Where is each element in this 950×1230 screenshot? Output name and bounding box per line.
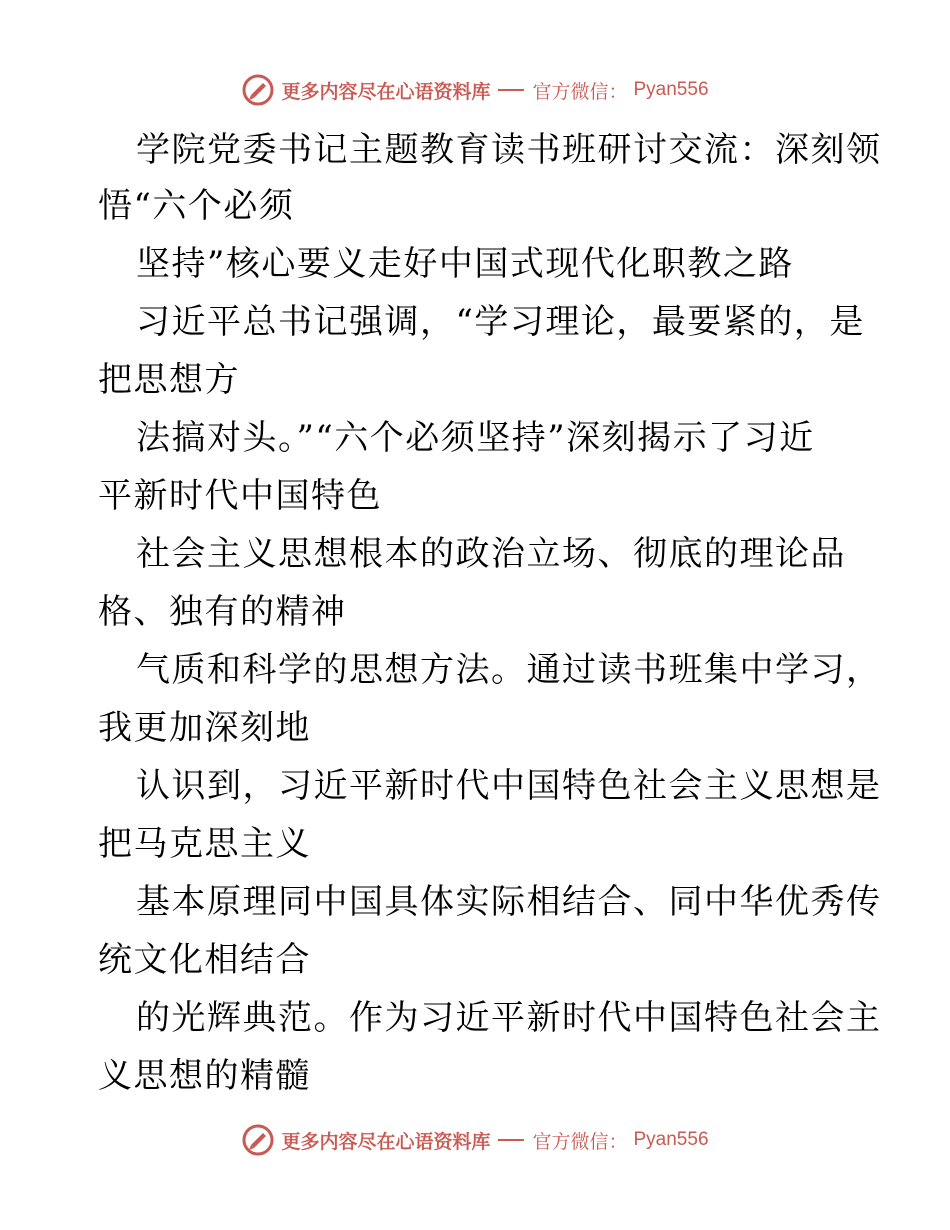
footer-wechat-label: 官方微信： xyxy=(532,1130,628,1153)
text-line: 我更加深刻地 xyxy=(98,708,311,748)
text-line: 坚持”核心要义走好中国式现代化职教之路 xyxy=(136,244,794,284)
text-line: 平新时代中国特色 xyxy=(98,476,382,516)
header-wechat-label: 官方微信： xyxy=(532,80,628,103)
text-line: 的光辉典范。作为习近平新时代中国特色社会主 xyxy=(136,998,882,1038)
header-wechat-id: Pyan556 xyxy=(633,79,709,100)
pen-logo-icon xyxy=(241,73,275,107)
footer-dash xyxy=(498,1139,524,1141)
footer-banner xyxy=(0,1120,950,1160)
text-line: 认识到，习近平新时代中国特色社会主义思想是 xyxy=(136,766,882,806)
text-line: 基本原理同中国具体实际相结合、同中华优秀传 xyxy=(136,882,882,922)
header-banner xyxy=(0,70,950,110)
text-line: 把马克思主义 xyxy=(98,824,311,864)
footer-title: 更多内容尽在心语资料库 xyxy=(281,1130,491,1153)
text-line: 义思想的精髓 xyxy=(98,1056,311,1096)
text-line: 气质和科学的思想方法。通过读书班集中学习， xyxy=(136,650,882,690)
text-line: 格、独有的精神 xyxy=(98,592,347,632)
text-line: 悟“六个必须 xyxy=(98,186,295,226)
text-line: 习近平总书记强调，“学习理论，最要紧的，是 xyxy=(136,302,865,342)
header-title: 更多内容尽在心语资料库 xyxy=(281,80,491,103)
pen-logo-icon xyxy=(241,1123,275,1157)
footer-wechat-id: Pyan556 xyxy=(633,1129,709,1150)
text-line: 社会主义思想根本的政治立场、彻底的理论品 xyxy=(136,534,846,574)
text-line: 统文化相结合 xyxy=(98,940,311,980)
text-line: 学院党委书记主题教育读书班研讨交流：深刻领 xyxy=(136,130,882,170)
header-dash xyxy=(498,89,524,91)
text-line: 把思想方 xyxy=(98,360,240,400)
text-line: 法搞对头。”“六个必须坚持”深刻揭示了习近 xyxy=(136,418,815,458)
